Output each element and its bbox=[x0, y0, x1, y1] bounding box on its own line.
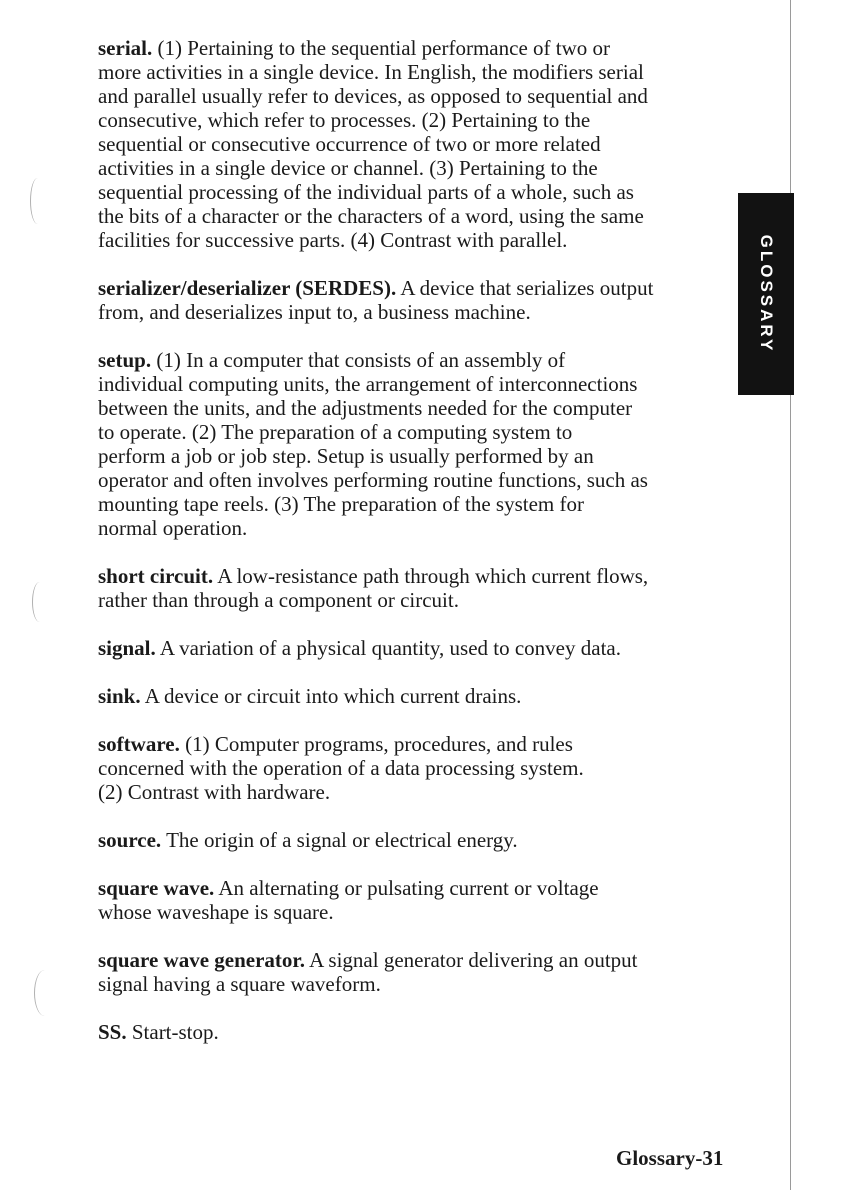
entry-term: software. bbox=[98, 732, 180, 756]
entry-term: short circuit. bbox=[98, 564, 214, 588]
glossary-entry bbox=[98, 564, 728, 612]
binding-hole-mark bbox=[30, 178, 45, 224]
glossary-entry bbox=[98, 276, 728, 324]
page-edge-line bbox=[790, 0, 791, 1190]
entry-term: square wave. bbox=[98, 876, 215, 900]
glossary-entry bbox=[98, 684, 728, 708]
entry-term: signal. bbox=[98, 636, 156, 660]
glossary-entry bbox=[98, 348, 728, 540]
entry-term: sink. bbox=[98, 684, 141, 708]
entry-term: serial. bbox=[98, 36, 153, 60]
entry-definition: A variation of a physical quantity, used to convey data. bbox=[159, 636, 621, 660]
entry-definition: The origin of a signal or electrical energy. bbox=[166, 828, 518, 852]
binding-hole-mark bbox=[34, 970, 55, 1016]
glossary-entries bbox=[98, 36, 728, 1044]
glossary-entry bbox=[98, 36, 728, 252]
glossary-entry bbox=[98, 876, 728, 924]
entry-term: source. bbox=[98, 828, 162, 852]
entry-term: serializer/deserializer (SERDES). bbox=[98, 276, 397, 300]
entry-definition: Start-stop. bbox=[131, 1020, 219, 1044]
entry-term: setup. bbox=[98, 348, 152, 372]
glossary-entry bbox=[98, 948, 728, 996]
glossary-entry bbox=[98, 828, 728, 852]
page-number: Glossary-31 bbox=[616, 1146, 724, 1170]
binding-hole-mark bbox=[32, 582, 47, 622]
entry-definition: A device that serializes output from, and deserializes input to, a business machine. bbox=[98, 276, 654, 324]
entry-term: SS. bbox=[98, 1020, 127, 1044]
glossary-entry bbox=[98, 732, 728, 804]
entry-definition: (1) Computer programs, procedures, and rules concerned with the operation of a data processing system. (2) Contrast with hardware. bbox=[98, 732, 584, 804]
entry-definition: A low-resistance path through which current flows, rather than through a component or circuit. bbox=[98, 564, 649, 612]
entry-definition: An alternating or pulsating current or voltage whose waveshape is square. bbox=[98, 876, 599, 924]
glossary-entry bbox=[98, 636, 728, 660]
entry-term: square wave generator. bbox=[98, 948, 306, 972]
entry-definition: A signal generator delivering an output signal having a square waveform. bbox=[98, 948, 638, 996]
glossary-entry bbox=[98, 1020, 728, 1044]
entry-definition: A device or circuit into which current drains. bbox=[144, 684, 522, 708]
glossary-section-tab bbox=[738, 193, 794, 395]
entry-definition: (1) Pertaining to the sequential performance of two or more activities in a single device. In English, the modifiers serial and parallel usually refer to devices, as opposed to sequential and consecutive, which refer to processes. (2) Pertaining to the sequential or consecutive occurrence of two or more related activities in a single device or channel. (3) Pertaining to the sequential processing of the individual parts of a whole, such as the bits of a character or the characters of a word, using the same facilities for successive parts. (4) Contrast with parallel. bbox=[98, 36, 648, 252]
entry-definition: (1) In a computer that consists of an assembly of individual computing units, the arrangement of interconnections between the units, and the adjustments needed for the computer to operate. (2) The preparation of a computing system to perform a job or job step. Setup is usually performed by an operator and often involves performing routine functions, such as mounting tape reels. (3) The preparation of the system for normal operation. bbox=[98, 348, 648, 540]
tab-label: GLOSSARY bbox=[757, 234, 776, 354]
